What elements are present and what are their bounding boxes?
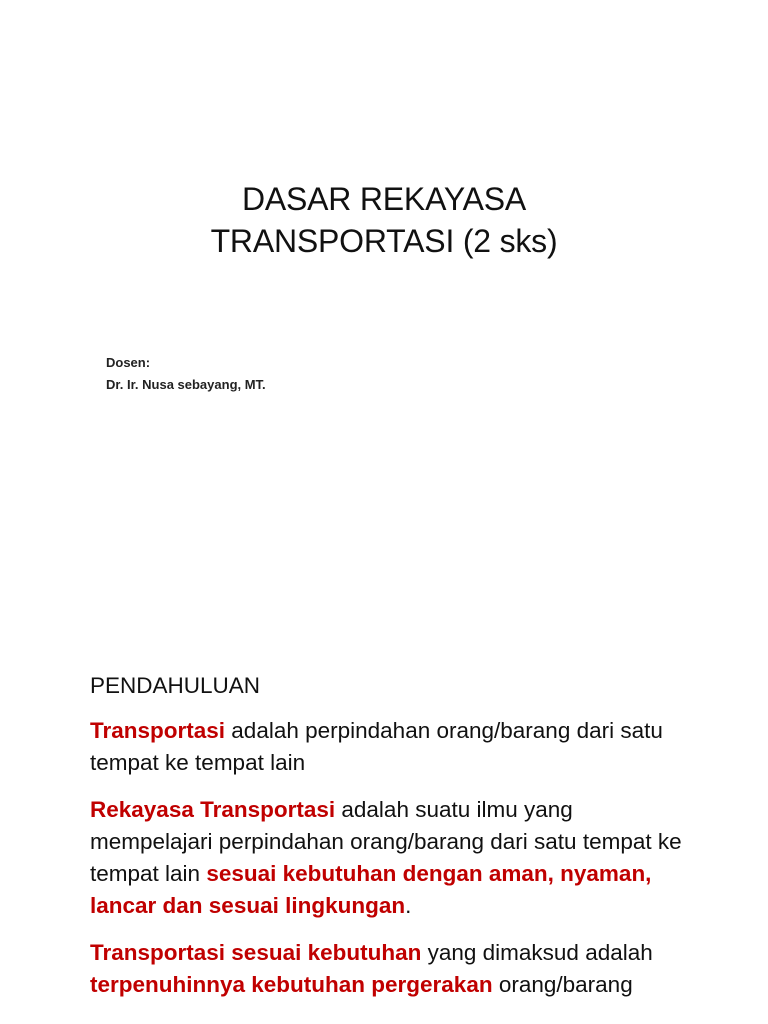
term-transportasi-kebutuhan: Transportasi sesuai kebutuhan	[90, 940, 422, 965]
section-heading: PENDAHULUAN	[90, 673, 261, 698]
definition-text: yang dimaksud adalah	[421, 940, 653, 965]
term-rekayasa-transportasi: Rekayasa Transportasi	[90, 797, 336, 822]
slide-title	[0, 178, 768, 262]
definition-text: adalah perpindahan orang/barang dari satu tempat ke tempat lain	[90, 718, 663, 775]
term-transportasi: Transportasi	[90, 718, 226, 743]
paragraph-end: .	[405, 893, 412, 918]
paragraph-rekayasa-transportasi	[90, 794, 700, 922]
lecturer-name: Dr. Ir. Nusa sebayang, MT.	[106, 377, 266, 392]
paragraph-transportasi-kebutuhan	[90, 937, 700, 1001]
paragraph-transportasi	[90, 715, 700, 779]
definition-text: adalah suatu ilmu yang mempelajari perpindahan orang/barang dari satu tempat ke tempat lain	[90, 797, 682, 886]
slide-content	[90, 670, 700, 1016]
emphasis-text: sesuai kebutuhan dengan aman, nyaman, lancar dan sesuai lingkungan	[90, 861, 652, 918]
paragraph-end: orang/barang	[492, 972, 633, 997]
content-slide	[0, 640, 768, 1024]
title-line-2: TRANSPORTASI (2 sks)	[210, 223, 558, 259]
emphasis-text: terpenuhinnya kebutuhan pergerakan	[90, 972, 493, 997]
lecturer-label: Dosen:	[106, 355, 151, 370]
lecturer-info	[106, 352, 266, 396]
title-line-1: DASAR REKAYASA	[241, 181, 527, 217]
